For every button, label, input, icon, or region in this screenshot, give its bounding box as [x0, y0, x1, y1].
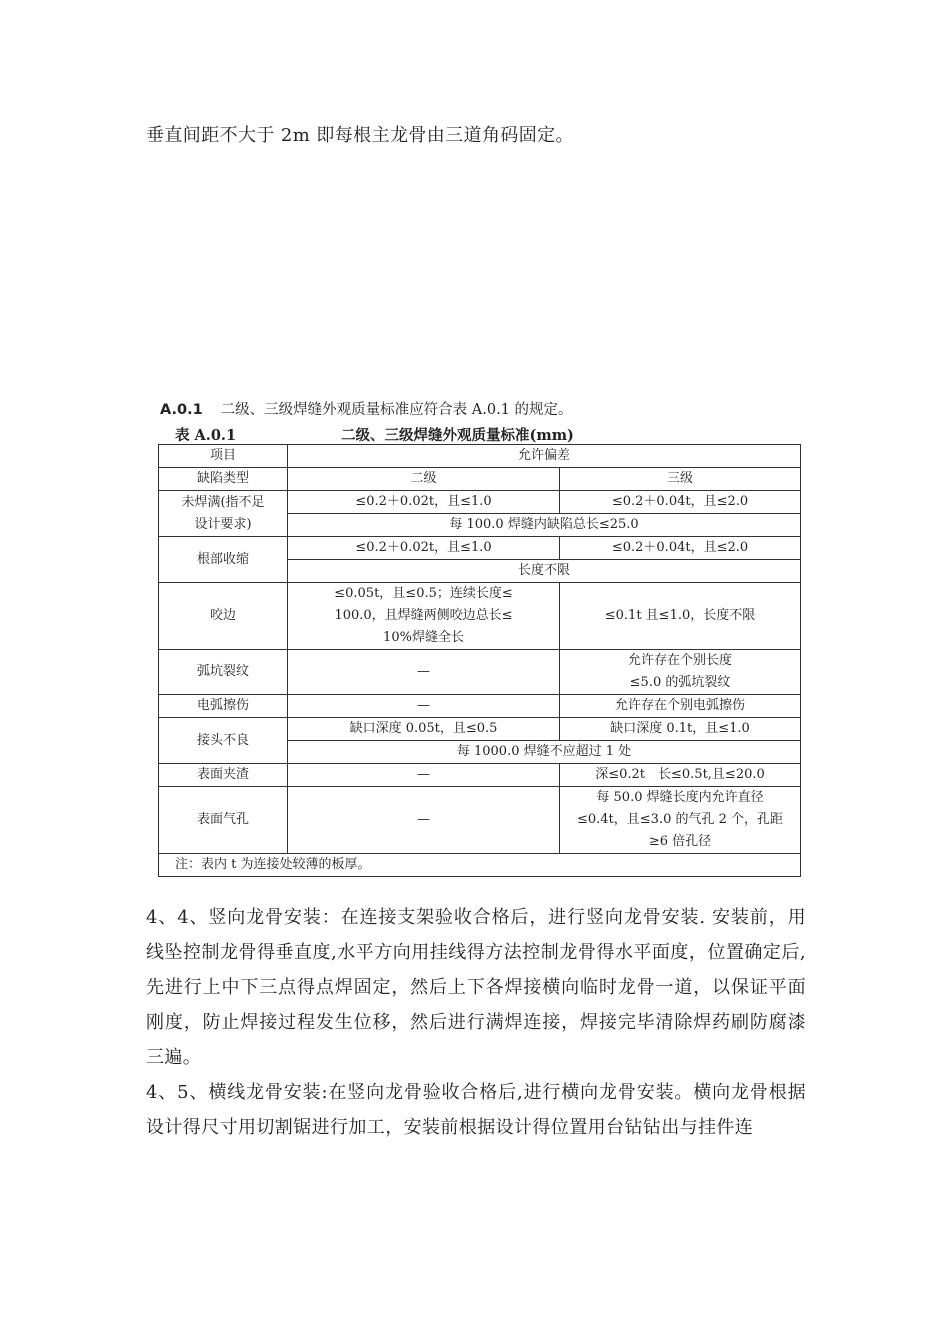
row-name: 弧坑裂纹	[159, 650, 288, 695]
table-row	[159, 695, 801, 718]
row-name	[159, 491, 288, 537]
cell-line: 10%焊缝全长	[383, 630, 464, 645]
cell-line: 100.0，且焊缝两侧咬边总长≤	[334, 608, 513, 623]
cell-grade2: ≤0.2＋0.02t，且≤1.0	[288, 537, 560, 560]
table-row	[159, 787, 801, 854]
table-row	[159, 491, 801, 514]
section-text: 二级、三级焊缝外观质量标准应符合表 A.0.1 的规定。	[220, 402, 573, 418]
table-title	[175, 424, 795, 444]
cell-grade3: ≤0.2＋0.04t，且≤2.0	[560, 491, 801, 514]
table-label: 表 A.0.1	[175, 427, 237, 444]
table-row	[159, 583, 801, 650]
cell-grade3	[560, 787, 801, 854]
cell-grade3: 允许存在个别电弧擦伤	[560, 695, 801, 718]
table-row	[159, 854, 801, 877]
cell-grade2: ≤0.2＋0.02t，且≤1.0	[288, 491, 560, 514]
table-row	[159, 445, 801, 468]
top-paragraph: 垂直间距不大于 2m 即每根主龙骨由三道角码固定。	[146, 125, 574, 146]
row-name: 咬边	[159, 583, 288, 650]
table-note: 注：表内 t 为连接处较薄的板厚。	[159, 854, 801, 877]
table-caption: 二级、三级焊缝外观质量标准(mm)	[341, 427, 574, 444]
cell-grade2	[288, 583, 560, 650]
table-row	[159, 650, 801, 695]
cell-line: 允许存在个别长度	[628, 653, 733, 668]
cell-grade2: —	[288, 764, 560, 787]
row-name: 接头不良	[159, 718, 288, 764]
cell-grade2: —	[288, 787, 560, 854]
cell-line: ≤5.0 的弧坑裂纹	[629, 675, 731, 690]
table-row	[159, 718, 801, 741]
cell-grade3: ≤0.1t 且≤1.0，长度不限	[560, 583, 801, 650]
cell-grade2: —	[288, 695, 560, 718]
row-name: 电弧擦伤	[159, 695, 288, 718]
section-heading	[160, 400, 800, 420]
header-defect-type: 缺陷类型	[159, 468, 288, 491]
cell-grade2: —	[288, 650, 560, 695]
section-number: A.0.1	[160, 402, 203, 418]
row-name: 表面夹渣	[159, 764, 288, 787]
cell-line: ≤0.4t，且≤3.0 的气孔 2 个，孔距	[576, 812, 784, 827]
table-row	[159, 468, 801, 491]
row-name: 根部收缩	[159, 537, 288, 583]
name-line: 未焊满(指不足	[181, 494, 265, 510]
paragraph: 4、5、横线龙骨安装:在竖向龙骨验收合格后,进行横向龙骨安装。横向龙骨根据设计得尺寸用切割锯进行加工，安装前根据设计得位置用台钻钻出与挂件连	[146, 1082, 806, 1138]
cell-line: ≥6 倍孔径	[648, 834, 712, 849]
name-line: 设计要求)	[194, 516, 252, 532]
header-item: 项目	[159, 445, 288, 468]
cell-line: 每 50.0 焊缝长度内允许直径	[596, 790, 764, 805]
header-grade2: 二级	[288, 468, 560, 491]
row-name: 表面气孔	[159, 787, 288, 854]
cell-grade3	[560, 650, 801, 695]
cell-grade3: ≤0.2＋0.04t，且≤2.0	[560, 537, 801, 560]
body-text	[146, 900, 806, 1145]
header-allowed: 允许偏差	[288, 445, 801, 468]
cell-common: 长度不限	[288, 560, 801, 583]
cell-line: ≤0.05t，且≤0.5；连续长度≤	[334, 586, 513, 601]
table-row	[159, 764, 801, 787]
cell-common: 每 100.0 焊缝内缺陷总长≤25.0	[288, 514, 801, 537]
cell-grade3: 深≤0.2t 长≤0.5t,且≤20.0	[560, 764, 801, 787]
cell-common: 每 1000.0 焊缝不应超过 1 处	[288, 741, 801, 764]
weld-quality-table	[158, 444, 801, 877]
header-grade3: 三级	[560, 468, 801, 491]
table-row	[159, 537, 801, 560]
paragraph: 4、4、竖向龙骨安装：在连接支架验收合格后，进行竖向龙骨安装. 安装前，用线坠控制龙骨得垂直度,水平方向用挂线得方法控制龙骨得水平面度，位置确定后,先进行上中下三点得点焊固定，然后上下各焊接横向临时龙骨一道，以保证平面刚度，防止焊接过程发生位移，然后进行满焊连接，焊接完毕清除焊药刷防腐漆三遍。	[146, 907, 806, 1068]
cell-grade3: 缺口深度 0.1t，且≤1.0	[560, 718, 801, 741]
cell-grade2: 缺口深度 0.05t，且≤0.5	[288, 718, 560, 741]
